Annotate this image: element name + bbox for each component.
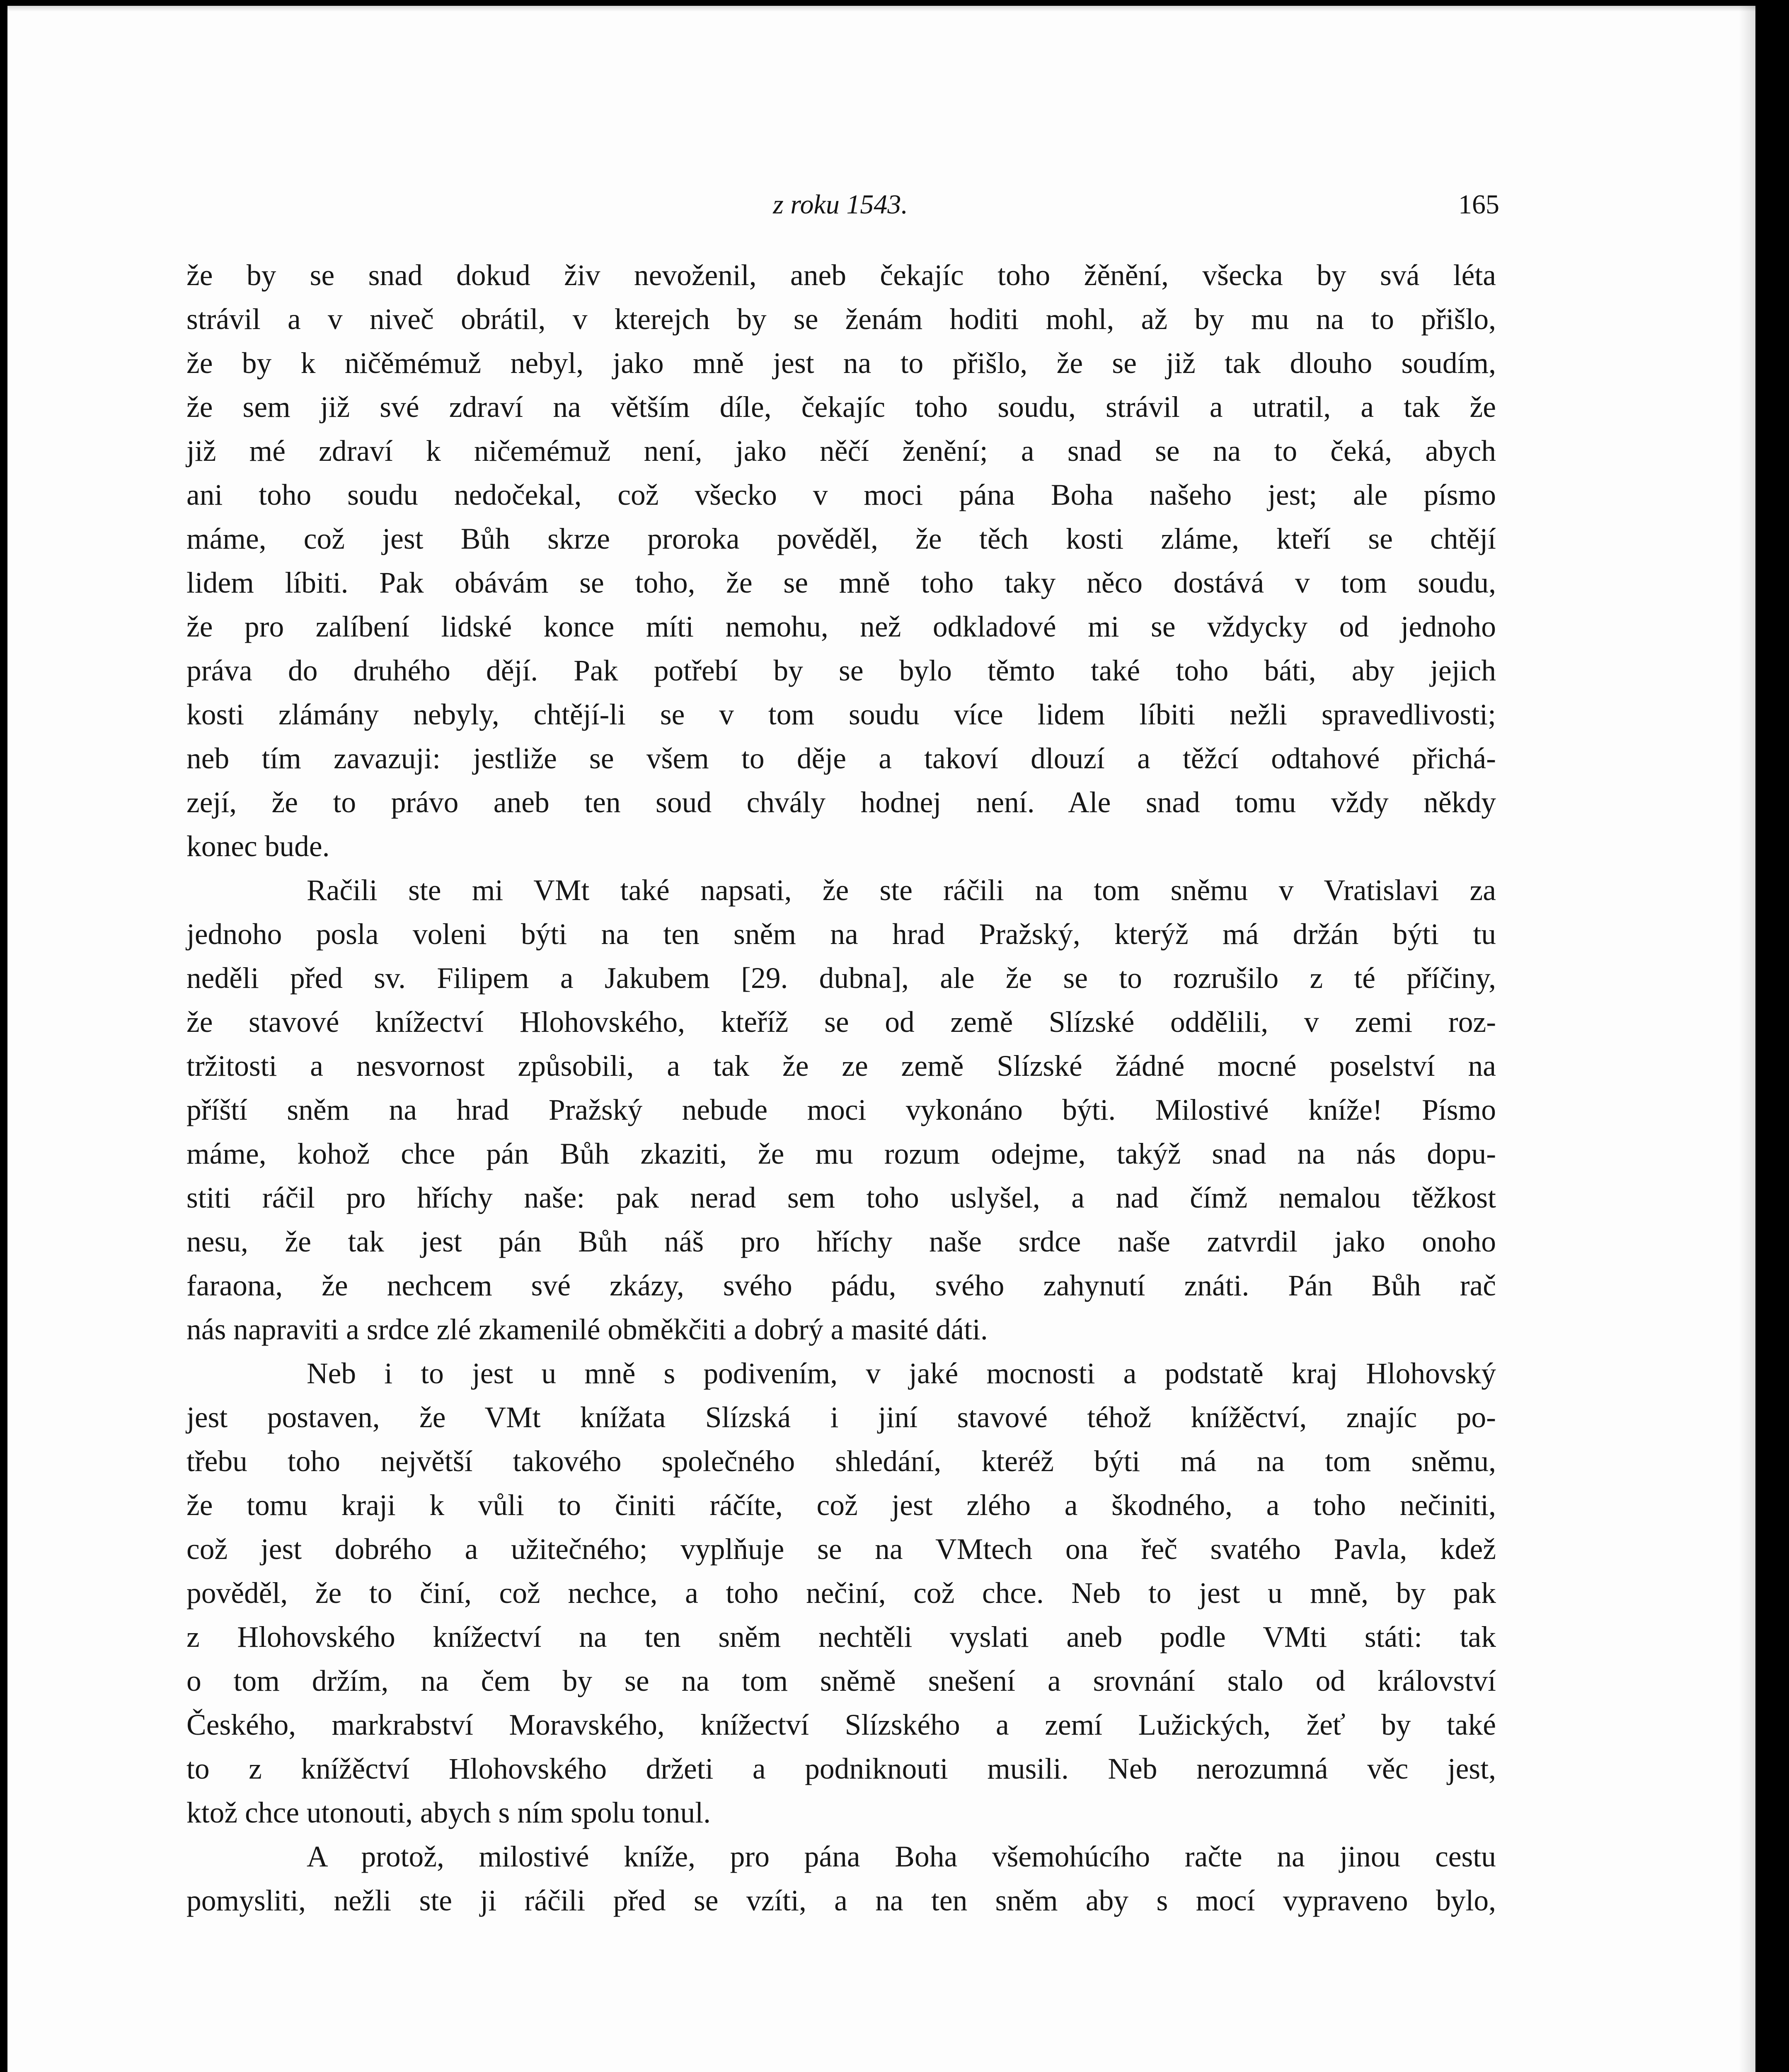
text-line: zejí, že to právo aneb ten soud chvály hodnej není. Ale snad tomu vždy někdy: [186, 786, 1496, 819]
text-line: příští sněm na hrad Pražský nebude moci vykonáno býti. Milostivé kníže! Písmo: [186, 1094, 1496, 1126]
text-line: neb tím zavazuji: jestliže se všem to děje a takoví dlouzí a těžcí odtahové přichá-: [186, 742, 1496, 775]
paragraph: [186, 254, 1496, 869]
text-line: strávil a v niveč obrátil, v kterejch by se ženám hoditi mohl, až by mu na to přišlo,: [186, 303, 1496, 336]
text-line: Českého, markrabství Moravského, knížectví Slízského a zemí Lužických, žeť by také: [186, 1709, 1496, 1741]
text-line: což jest dobrého a užitečného; vyplňuje se na VMtech ona řeč svatého Pavla, kdež: [186, 1533, 1496, 1566]
text-line: že by se snad dokud živ nevoženil, aneb čekajíc toho žěnění, všecka by svá léta: [186, 259, 1496, 292]
text-line: Račili ste mi VMt také napsati, že ste ráčili na tom sněmu v Vratislavi za: [307, 874, 1496, 907]
text-line: pověděl, že to činí, což nechce, a toho nečiní, což chce. Neb to jest u mně, by pak: [186, 1577, 1496, 1610]
text-line: práva do druhého dějí. Pak potřebí by se bylo těmto také toho báti, aby jejich: [186, 654, 1496, 687]
text-line: o tom držím, na čem by se na tom sněmě snešení a srovnání stalo od království: [186, 1665, 1496, 1697]
paragraph: [186, 1352, 1496, 1835]
text-line: jednoho posla voleni býti na ten sněm na hrad Pražský, kterýž má držán býti tu: [186, 918, 1496, 951]
text-line: nesu, že tak jest pán Bůh náš pro hříchy naše srdce naše zatvrdil jako onoho: [186, 1225, 1496, 1258]
text-line: třebu toho největší takového společného shledání, kteréž býti má na tom sněmu,: [186, 1445, 1496, 1478]
text-line: faraona, že nechcem své zkázy, svého pádu, svého zahynutí znáti. Pán Bůh rač: [186, 1269, 1496, 1302]
running-title: z roku 1543.: [773, 189, 908, 220]
text-line: ani toho soudu nedočekal, což všecko v moci pána Boha našeho jest; ale písmo: [186, 479, 1496, 511]
text-line: stiti ráčil pro hříchy naše: pak nerad sem toho uslyšel, a nad čímž nemalou těžkost: [186, 1181, 1496, 1214]
text-line: ktož chce utonouti, abych s ním spolu tonul.: [186, 1796, 711, 1829]
paragraph: [186, 1835, 1496, 1923]
page-top-shadow: [7, 6, 1755, 12]
text-line: že sem již své zdraví na větším díle, čekajíc toho soudu, strávil a utratil, a tak že: [186, 391, 1496, 424]
book-page: [7, 6, 1755, 2072]
text-line: nás napraviti a srdce zlé zkamenilé obměkčiti a dobrý a masité dáti.: [186, 1313, 988, 1346]
text-line: že stavové knížectví Hlohovského, kteříž se od země Slízské oddělili, v zemi roz-: [186, 1006, 1496, 1038]
text-line: z Hlohovského knížectví na ten sněm nechtěli vyslati aneb podle VMti státi: tak: [186, 1621, 1496, 1653]
text-line: lidem líbiti. Pak obávám se toho, že se mně toho taky něco dostává v tom soudu,: [186, 566, 1496, 599]
text-line: jest postaven, že VMt knížata Slízská i jiní stavové téhož knížěctví, znajíc po-: [186, 1401, 1496, 1434]
text-line: tržitosti a nesvornost způsobili, a tak že ze země Slízské žádné mocné poselství na: [186, 1050, 1496, 1082]
text-line: pomysliti, nežli ste ji ráčili před se vzíti, a na ten sněm aby s mocí vypraveno bylo,: [186, 1884, 1496, 1917]
text-line: Neb i to jest u mně s podivením, v jaké mocnosti a podstatě kraj Hlohovský: [307, 1357, 1496, 1390]
text-line: konec bude.: [186, 830, 330, 863]
page-header: [182, 184, 1499, 225]
text-line: kosti zlámány nebyly, chtějí-li se v tom soudu více lidem líbiti nežli spravedlivosti;: [186, 698, 1496, 731]
page-edge-shadow: [1739, 6, 1755, 2072]
paragraph: [186, 869, 1496, 1352]
text-line: A protož, milostivé kníže, pro pána Boha všemohúcího račte na jinou cestu: [307, 1840, 1496, 1873]
page-number: 165: [1458, 189, 1499, 220]
text-line: neděli před sv. Filipem a Jakubem [29. dubna], ale že se to rozrušilo z té příčiny,: [186, 962, 1496, 995]
text-line: to z knížěctví Hlohovského držeti a podniknouti musili. Neb nerozumná věc jest,: [186, 1752, 1496, 1785]
body-text: [186, 254, 1496, 1923]
text-line: již mé zdraví k ničemémuž není, jako něčí ženění; a snad se na to čeká, abych: [186, 435, 1496, 467]
text-line: že pro zalíbení lidské konce míti nemohu, než odkladové mi se vždycky od jednoho: [186, 610, 1496, 643]
text-line: že by k ničěmémuž nebyl, jako mně jest na to přišlo, že se již tak dlouho soudím,: [186, 347, 1496, 380]
text-line: máme, což jest Bůh skrze proroka pověděl, že těch kosti zláme, kteří se chtějí: [186, 523, 1496, 555]
text-line: že tomu kraji k vůli to činiti ráčíte, což jest zlého a škodného, a toho nečiniti,: [186, 1489, 1496, 1522]
text-line: máme, kohož chce pán Bůh zkaziti, že mu rozum odejme, takýž snad na nás dopu-: [186, 1138, 1496, 1170]
